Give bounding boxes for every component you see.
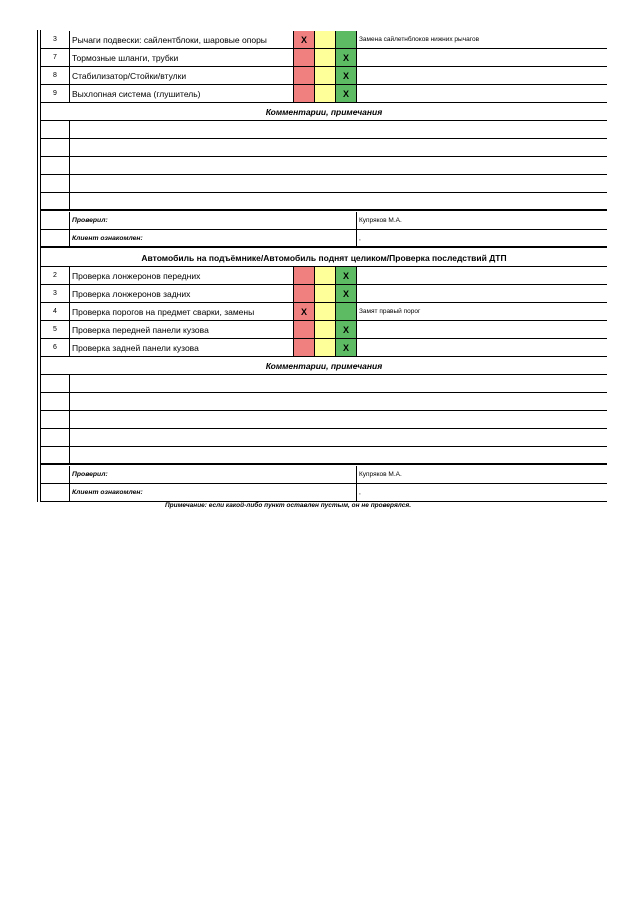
status-red-cell <box>293 339 314 356</box>
comment-num-cell <box>41 121 69 138</box>
status-yellow-cell <box>314 31 335 48</box>
client-row <box>41 484 607 502</box>
item-note <box>356 267 607 284</box>
comment-cell <box>69 139 607 156</box>
status-yellow-cell <box>314 285 335 302</box>
status-green-cell <box>335 31 356 48</box>
row-number: 8 <box>53 72 57 79</box>
sig-num-cell <box>41 466 69 483</box>
checked-by-row <box>41 212 607 230</box>
row-number: 7 <box>53 54 57 61</box>
table-row <box>41 31 607 49</box>
comment-cell <box>69 375 607 392</box>
item-name: Стабилизатор/Стойки/втулки <box>69 67 293 84</box>
comment-cell <box>69 429 607 446</box>
table-row <box>41 303 607 321</box>
item-name: Проверка порогов на предмет сварки, замены <box>69 303 293 320</box>
checked-by-row <box>41 466 607 484</box>
item-note <box>356 339 607 356</box>
item-name: Рычаги подвески: сайлентблоки, шаровые опоры <box>69 31 293 48</box>
item-note: Замена сайлетнблоков нижних рычагов <box>356 31 607 48</box>
status-green-cell: X <box>335 321 356 338</box>
comment-num-cell <box>41 375 69 392</box>
comment-cell <box>69 411 607 428</box>
row-number: 5 <box>53 326 57 333</box>
comment-cell <box>69 447 607 463</box>
status-green-cell: X <box>335 339 356 356</box>
table-row <box>41 321 607 339</box>
comments-header: Комментарии, примечания <box>265 360 383 371</box>
comment-num-cell <box>41 411 69 428</box>
status-green-cell: X <box>335 49 356 66</box>
status-green-cell: X <box>335 85 356 102</box>
item-note <box>356 85 607 102</box>
comment-row <box>41 411 607 429</box>
row-number: 9 <box>53 90 57 97</box>
table-row <box>41 285 607 303</box>
status-red-cell: X <box>293 31 314 48</box>
table-row <box>41 49 607 67</box>
checked-by-label: Проверил: <box>69 466 356 483</box>
row-number: 3 <box>53 290 57 297</box>
item-name: Тормозные шланги, трубки <box>69 49 293 66</box>
status-red-cell <box>293 267 314 284</box>
item-note <box>356 321 607 338</box>
status-yellow-cell <box>314 267 335 284</box>
item-name: Проверка лонжеронов задних <box>69 285 293 302</box>
client-label: Клиент ознакомлен: <box>69 484 356 501</box>
table-row <box>41 85 607 103</box>
comment-cell <box>69 193 607 209</box>
status-red-cell <box>293 321 314 338</box>
comments-header-row <box>41 357 607 375</box>
comment-num-cell <box>41 393 69 410</box>
status-green-cell <box>335 303 356 320</box>
item-note <box>356 49 607 66</box>
status-yellow-cell <box>314 49 335 66</box>
comment-num-cell <box>41 157 69 174</box>
sig-num-cell <box>41 484 69 501</box>
item-note: Замят правый порог <box>356 303 607 320</box>
sig-num-cell <box>41 230 69 246</box>
client-value: , <box>356 230 607 246</box>
comment-row <box>41 429 607 447</box>
table-row <box>41 67 607 85</box>
section-title: Автомобиль на подъёмнике/Автомобиль поднят целиком/Проверка последствий ДТП <box>141 252 507 263</box>
comment-row <box>41 375 607 393</box>
comment-num-cell <box>41 429 69 446</box>
checked-by-value: Купряков М.А. <box>356 212 607 229</box>
comment-row <box>41 393 607 411</box>
status-red-cell <box>293 85 314 102</box>
comment-row <box>41 139 607 157</box>
section-title-row <box>41 249 607 267</box>
status-green-cell: X <box>335 285 356 302</box>
status-red-cell <box>293 285 314 302</box>
status-yellow-cell <box>314 85 335 102</box>
comment-row <box>41 193 607 211</box>
sig-num-cell <box>41 212 69 229</box>
comment-num-cell <box>41 139 69 156</box>
item-name: Проверка задней панели кузова <box>69 339 293 356</box>
client-value: , <box>356 484 607 501</box>
comments-header-row <box>41 103 607 121</box>
comment-num-cell <box>41 447 69 463</box>
item-name: Проверка лонжеронов передних <box>69 267 293 284</box>
comment-row <box>41 175 607 193</box>
comment-cell <box>69 393 607 410</box>
comment-row <box>41 447 607 465</box>
comment-num-cell <box>41 175 69 192</box>
status-yellow-cell <box>314 321 335 338</box>
checked-by-label: Проверил: <box>69 212 356 229</box>
status-green-cell: X <box>335 267 356 284</box>
comments-header: Комментарии, примечания <box>265 106 383 117</box>
status-red-cell: X <box>293 303 314 320</box>
row-number: 3 <box>53 36 57 43</box>
status-yellow-cell <box>314 339 335 356</box>
comment-num-cell <box>41 193 69 209</box>
comment-row <box>41 121 607 139</box>
row-number: 4 <box>53 308 57 315</box>
comment-cell <box>69 121 607 138</box>
client-label: Клиент ознакомлен: <box>69 230 356 246</box>
comment-row <box>41 157 607 175</box>
table-row <box>41 267 607 285</box>
row-number: 2 <box>53 272 57 279</box>
client-row <box>41 230 607 248</box>
item-note <box>356 67 607 84</box>
item-note <box>356 285 607 302</box>
status-yellow-cell <box>314 303 335 320</box>
item-name: Проверка передней панели кузова <box>69 321 293 338</box>
item-name: Выхлопная система (глушитель) <box>69 85 293 102</box>
checked-by-value: Купряков М.А. <box>356 466 607 483</box>
status-green-cell: X <box>335 67 356 84</box>
status-yellow-cell <box>314 67 335 84</box>
footnote: Примечание: если какой-либо пункт оставлен пустым, он не проверялся. <box>165 502 411 509</box>
table-row <box>41 339 607 357</box>
status-red-cell <box>293 67 314 84</box>
comment-cell <box>69 157 607 174</box>
status-red-cell <box>293 49 314 66</box>
comment-cell <box>69 175 607 192</box>
row-number: 6 <box>53 344 57 351</box>
